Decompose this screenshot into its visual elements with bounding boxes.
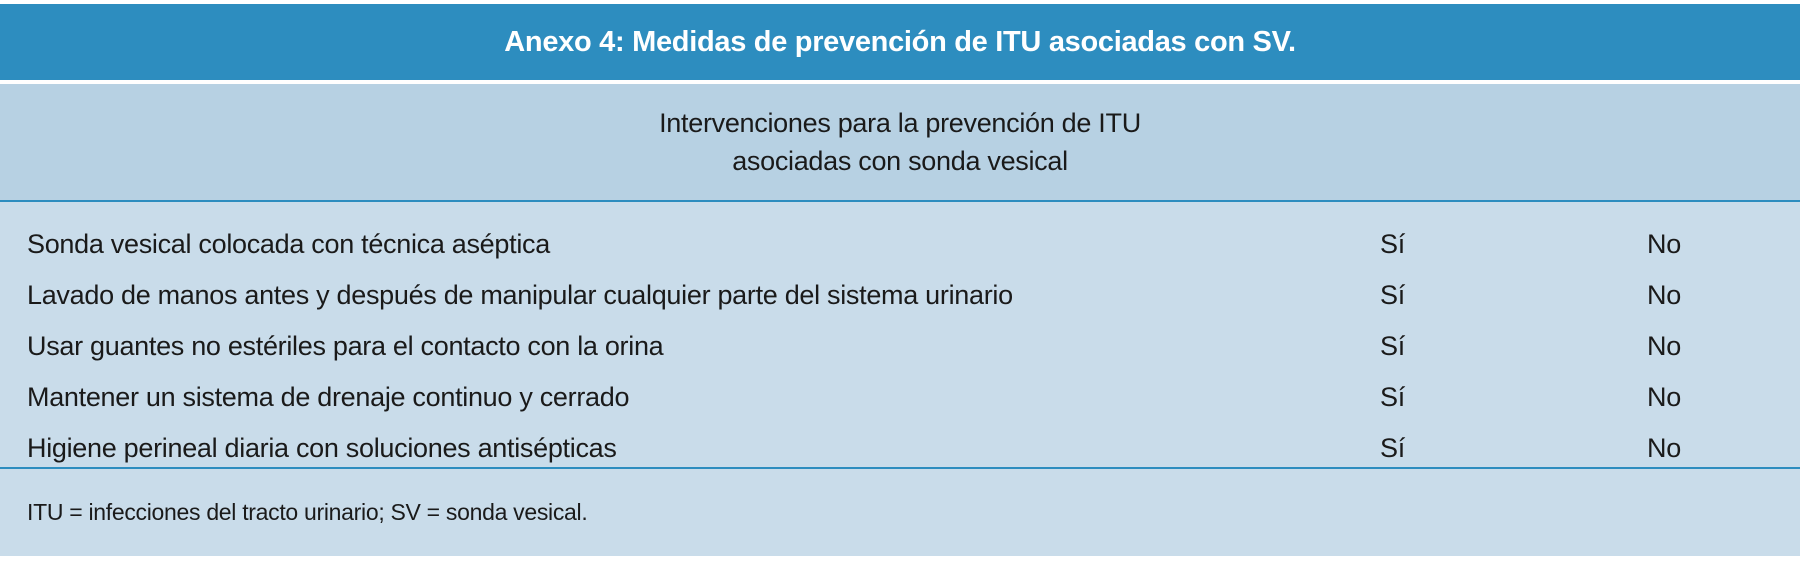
annex-table (0, 4, 1800, 556)
table-body (0, 202, 1800, 469)
annex-title: Anexo 4: Medidas de prevención de ITU asociadas con SV. (504, 25, 1296, 58)
table-row (0, 423, 1800, 474)
table-row (0, 372, 1800, 423)
row-description: Usar guantes no estériles para el contacto con la orina (27, 331, 664, 361)
row-description: Higiene perineal diaria con soluciones antisépticas (27, 433, 617, 463)
row-description: Lavado de manos antes y después de manipular cualquier parte del sistema urinario (27, 280, 1013, 310)
row-yes-option: Sí (1380, 382, 1405, 412)
row-no-option: No (1647, 331, 1681, 361)
table-footnote: ITU = infecciones del tracto urinario; SV = sonda vesical. (27, 499, 588, 525)
subheader-line-2: asociadas con sonda vesical (732, 146, 1068, 176)
row-no-option: No (1647, 382, 1681, 412)
row-no-option: No (1647, 280, 1681, 310)
row-no-option: No (1647, 433, 1681, 463)
row-yes-option: Sí (1380, 280, 1405, 310)
subheader-line-1: Intervenciones para la prevención de ITU (659, 108, 1141, 138)
row-description: Sonda vesical colocada con técnica aséptica (27, 229, 550, 259)
table-row (0, 321, 1800, 372)
table-subheader (0, 84, 1800, 202)
row-yes-option: Sí (1380, 229, 1405, 259)
row-description: Mantener un sistema de drenaje continuo y cerrado (27, 382, 630, 412)
table-row (0, 270, 1800, 321)
row-yes-option: Sí (1380, 433, 1405, 463)
row-yes-option: Sí (1380, 331, 1405, 361)
table-row (0, 219, 1800, 270)
row-no-option: No (1647, 229, 1681, 259)
title-bar (0, 4, 1800, 84)
